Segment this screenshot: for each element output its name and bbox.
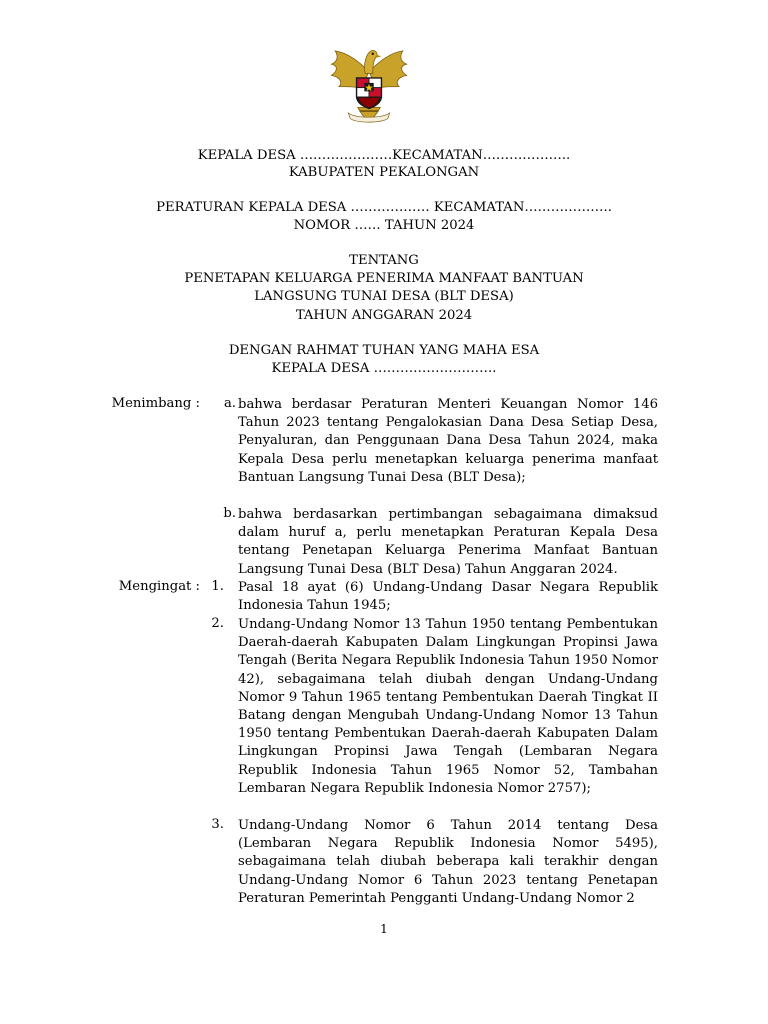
mengingat-item-1: Pasal 18 ayat (6) Undang-Undang Dasar Negara Republik Indonesia Tahun 1945;: [238, 580, 658, 614]
mengingat-marker-2: 2.: [211, 616, 224, 631]
page-number: 1: [380, 922, 388, 936]
menimbang-marker-a: a.: [223, 396, 236, 411]
mengingat-marker-1: 1.: [211, 579, 224, 594]
garuda-pancasila-emblem: [322, 34, 416, 128]
header-line-7: LANGSUNG TUNAI DESA (BLT DESA): [254, 289, 514, 304]
header-line-1: KEPALA DESA …………………KECAMATAN………………..: [197, 148, 571, 163]
mengingat-label: Mengingat :: [118, 579, 200, 594]
menimbang-item-a: bahwa berdasar Peraturan Menteri Keuangan Nomor 146 Tahun 2023 tentang Pengalokasian Dana Desa Setiap Desa, Penyaluran, dan Penggunaan Dana Desa Tahun 2024, maka Kepala Desa perlu menetapkan keluarga penerima manfaat Bantuan Langsung Tunai Desa (BLT Desa);: [238, 397, 658, 485]
header-line-9: DENGAN RAHMAT TUHAN YANG MAHA ESA: [228, 343, 540, 358]
header-line-6: PENETAPAN KELUARGA PENERIMA MANFAAT BANTUAN: [184, 271, 584, 286]
mengingat-item-3: Undang-Undang Nomor 6 Tahun 2014 tentang Desa (Lembaran Negara Republik Indonesia Nomor 5495), sebagaimana telah diubah beberapa kali terakhir dengan Undang-Undang Nomor 6 Tahun 2023 tentang Penetapan Peraturan Pemerintah Pengganti Undang-Undang Nomor 2: [238, 818, 658, 906]
mengingat-item-2: Undang-Undang Nomor 13 Tahun 1950 tentang Pembentukan Daerah-daerah Kabupaten Dalam Lingkungan Propinsi Jawa Tengah (Berita Negara Republik Indonesia Tahun 1950 Nomor 42), sebagaimana telah diubah dengan Undang-Undang Nomor 9 Tahun 1965 tentang Pembentukan Daerah Tingkat II Batang dengan Mengubah Undang-Undang Nomor 13 Tahun 1950 tentang Pembentukan Daerah-daerah Kabupaten Dalam Lingkungan Propinsi Jawa Tengah (Lembaran Negara Republik Indonesia Tahun 1965 Nomor 52, Tambahan Lembaran Negara Republik Indonesia Nomor 2757);: [238, 617, 659, 796]
header-line-10: KEPALA DESA ……………………….: [271, 361, 497, 376]
mengingat-marker-3: 3.: [211, 817, 224, 832]
header-line-3: PERATURAN KEPALA DESA ……………… KECAMATAN………………..: [156, 200, 612, 215]
menimbang-marker-b: b.: [223, 506, 236, 521]
header-line-5: TENTANG: [349, 253, 419, 268]
header-line-4: NOMOR …… TAHUN 2024: [293, 218, 475, 233]
header-line-2: KABUPATEN PEKALONGAN: [288, 165, 480, 180]
menimbang-item-b: bahwa berdasarkan pertimbangan sebagaimana dimaksud dalam huruf a, perlu menetapkan Peraturan Kepala Desa tentang Penetapan Keluarga Penerima Manfaat Bantuan Langsung Tunai Desa (BLT Desa) Tahun Anggaran 2024.: [238, 507, 658, 577]
header-line-8: TAHUN ANGGARAN 2024: [295, 308, 473, 323]
menimbang-label: Menimbang :: [111, 396, 200, 411]
